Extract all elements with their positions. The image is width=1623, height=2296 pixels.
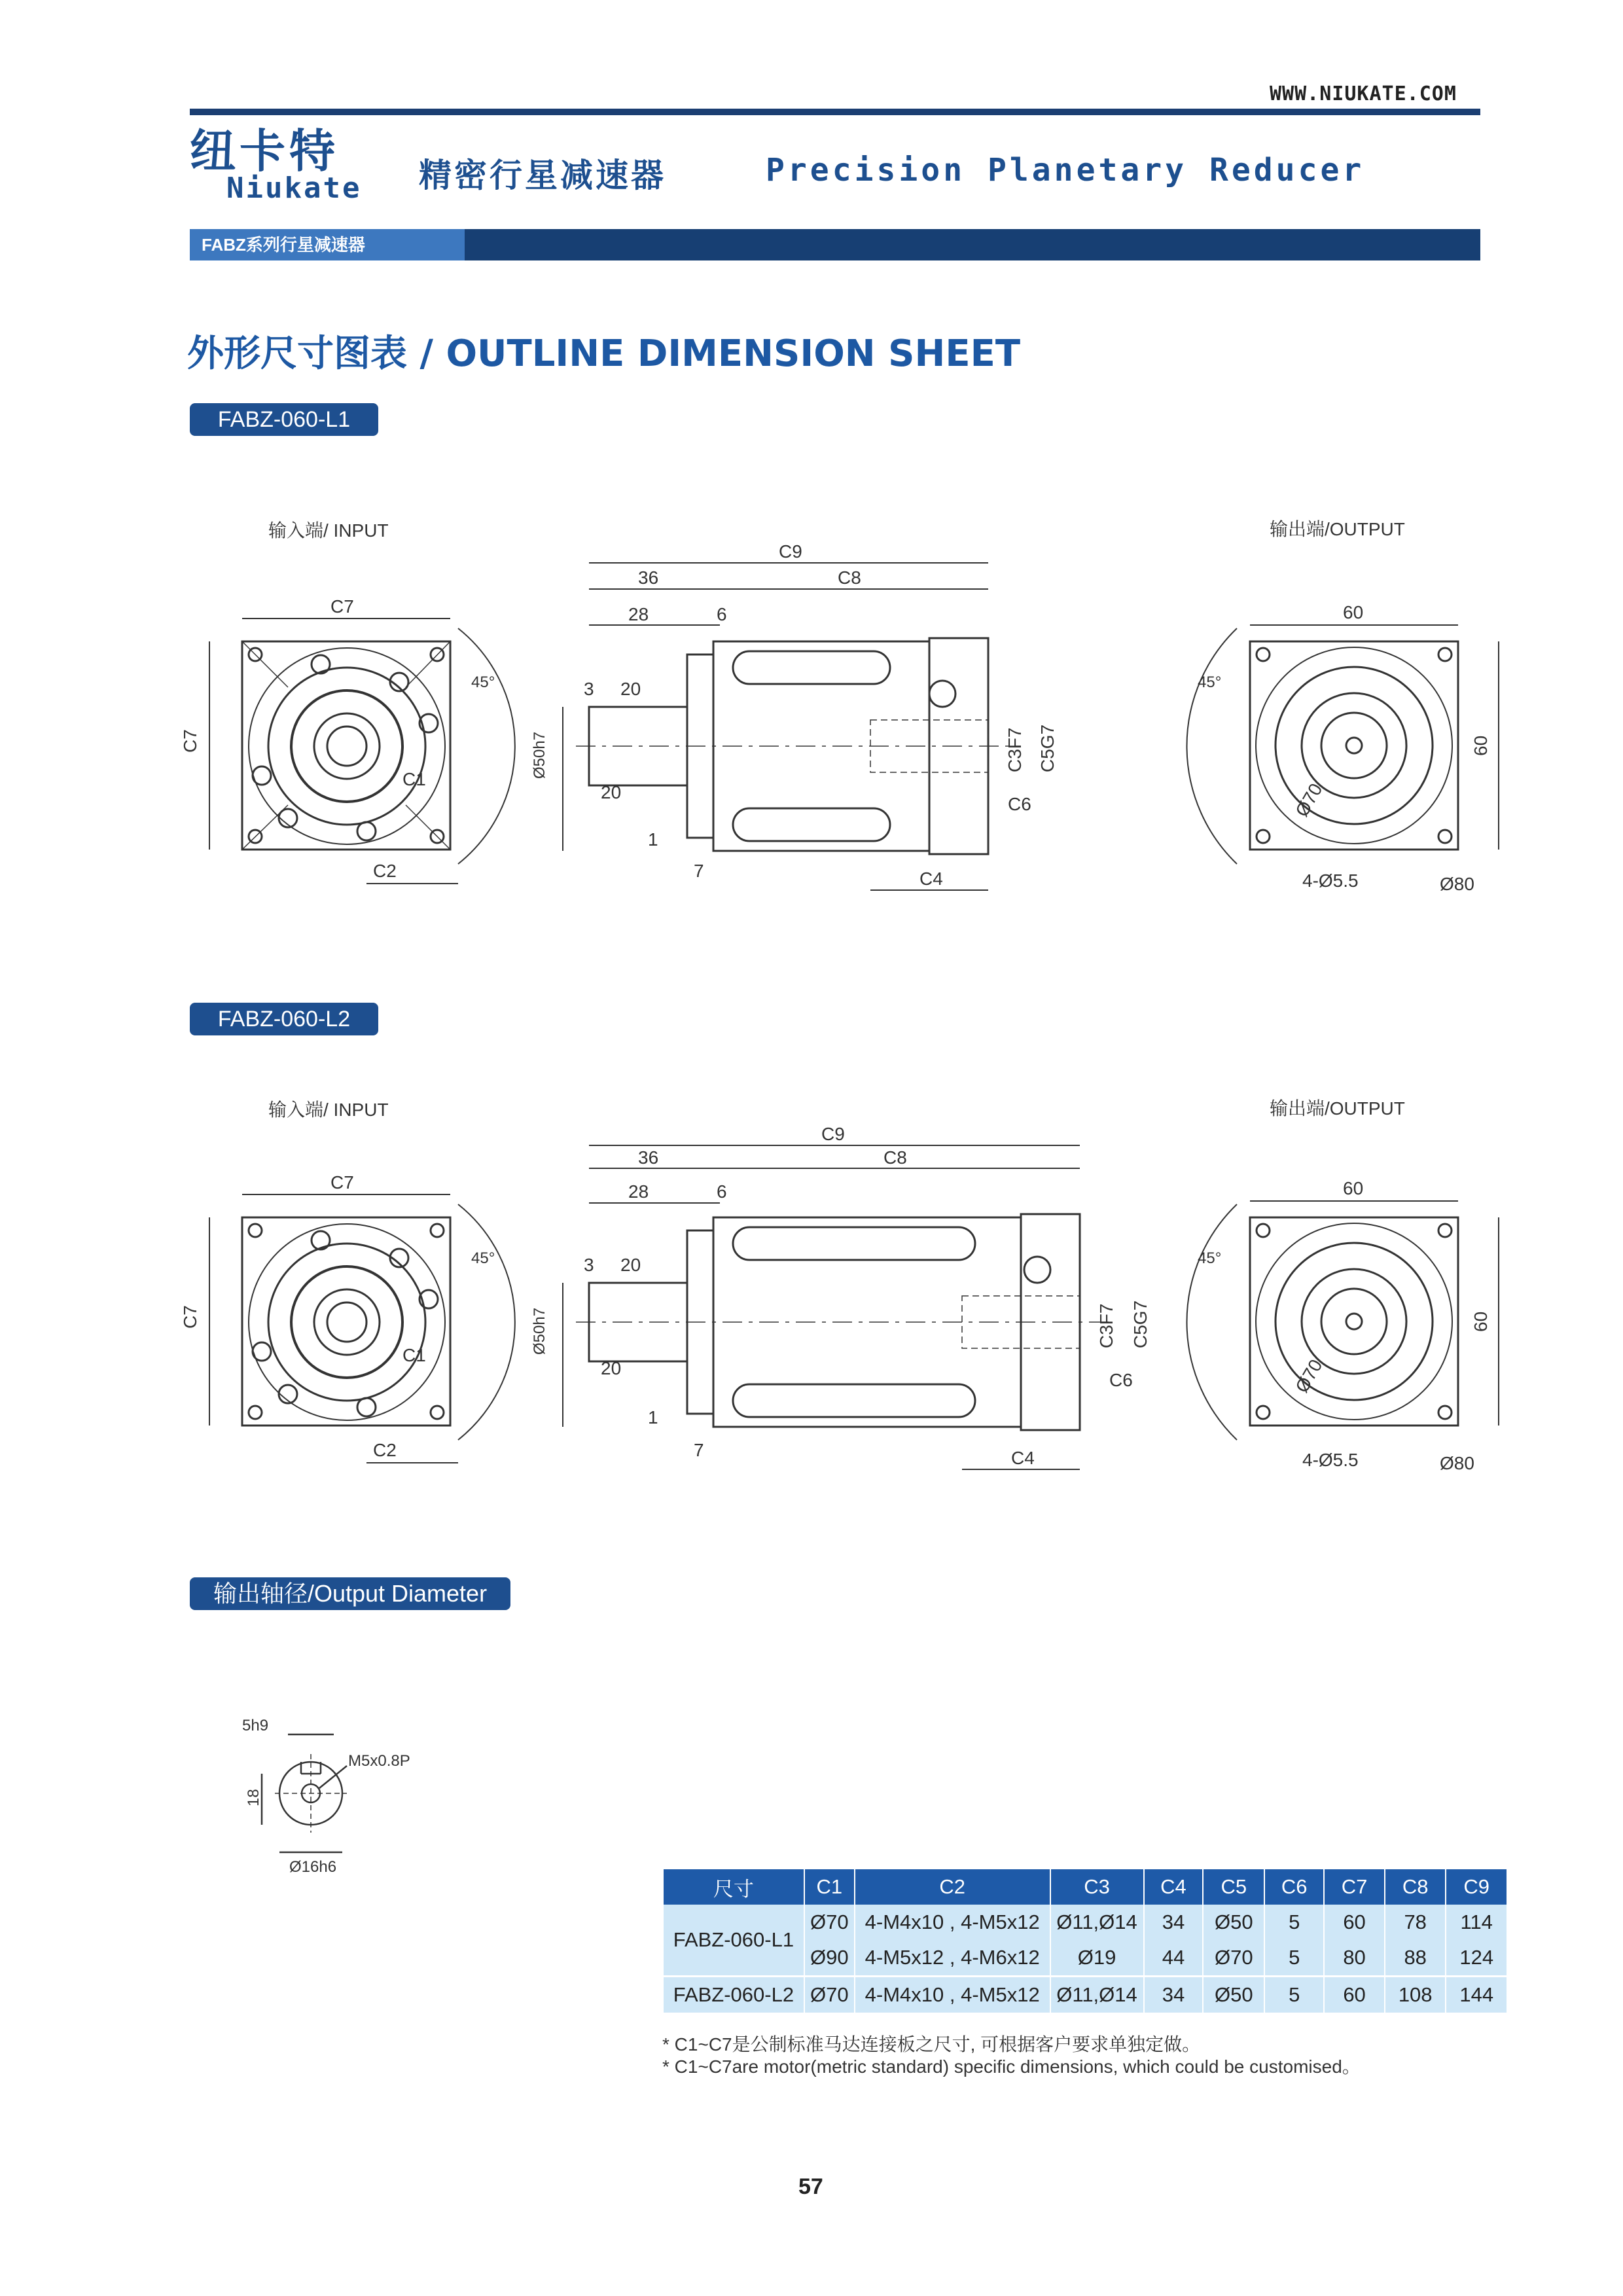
table-cell: Ø19 (1050, 1940, 1144, 1977)
table-row (664, 1905, 1507, 1940)
dim-c5: C5G7 (1037, 724, 1058, 772)
col-header: C6 (1264, 1869, 1324, 1905)
page-number: 57 (798, 2174, 823, 2199)
dim-1: 1 (648, 1407, 658, 1427)
col-header: C7 (1324, 1869, 1385, 1905)
dim-3: 3 (584, 1255, 594, 1275)
table-cell: 4-M4x10 , 4-M5x12 (855, 1977, 1050, 2013)
col-header: C9 (1446, 1869, 1507, 1905)
section-title: 外形尺寸图表 / OUTLINE DIMENSION SHEET (187, 332, 1021, 375)
series-label: FABZ系列行星减速器 (190, 229, 465, 260)
dim-c4: C4 (919, 869, 943, 889)
dim-70: Ø70 (1291, 1355, 1327, 1396)
dim-c6: C6 (1109, 1370, 1133, 1390)
product-title-cn: 精密行星减速器 (419, 156, 666, 194)
angle-45-input: 45° (471, 673, 495, 691)
dim-20a: 20 (620, 1255, 641, 1275)
table-cell: 34 (1144, 1905, 1204, 1940)
shaft-dia: Ø16h6 (289, 1858, 337, 1876)
dim-c6: C6 (1008, 794, 1031, 814)
shaft-key: 5h9 (242, 1717, 269, 1734)
dim-36: 36 (638, 567, 659, 588)
table-cell: Ø50 (1203, 1905, 1264, 1940)
input-flange (242, 1217, 450, 1426)
dim-3: 3 (584, 679, 594, 699)
col-header: C4 (1144, 1869, 1204, 1905)
dim-60-side: 60 (1471, 1311, 1491, 1332)
output-flange (1250, 641, 1458, 850)
dim-50: Ø50h7 (531, 1307, 548, 1355)
dim-7: 7 (694, 861, 704, 881)
table-cell: 80 (1324, 1940, 1385, 1977)
table-cell: 5 (1264, 1977, 1324, 2013)
table-cell: 60 (1324, 1905, 1385, 1940)
dim-c7-top: C7 (330, 596, 354, 617)
table-cell: 144 (1446, 1977, 1507, 2013)
table-cell: 60 (1324, 1977, 1385, 2013)
drawing-l2 (0, 1093, 1623, 1564)
shaft-drawing (236, 1715, 445, 1885)
shaft-height: 18 (245, 1789, 262, 1806)
dim-28: 28 (628, 1181, 649, 1202)
dim-c4: C4 (1011, 1448, 1035, 1468)
table-cell: Ø11,Ø14 (1050, 1905, 1144, 1940)
dim-c7-side: C7 (180, 1305, 200, 1329)
dim-c7-side: C7 (180, 729, 200, 753)
header-rule (190, 109, 1480, 115)
dim-7: 7 (694, 1440, 704, 1460)
dim-holes: 4-Ø5.5 (1302, 870, 1359, 891)
dim-holes: 4-Ø5.5 (1302, 1450, 1359, 1470)
dim-c9: C9 (821, 1124, 845, 1144)
input-label: 输入端/ INPUT (268, 520, 389, 541)
table-cell: Ø70 (804, 1977, 855, 2013)
output-label: 输出端/OUTPUT (1270, 1098, 1405, 1119)
table-cell: Ø90 (804, 1940, 855, 1977)
table-cell: 124 (1446, 1940, 1507, 1977)
spec-table (664, 1869, 1508, 2013)
dim-6: 6 (717, 604, 727, 624)
table-cell: 34 (1144, 1977, 1204, 2013)
note-cn: * C1~C7是公制标准马达连接板之尺寸, 可根据客户要求单独定做。 (662, 2034, 1201, 2054)
dim-20a: 20 (620, 679, 641, 699)
dim-28: 28 (628, 604, 649, 624)
brand-logo-cn: 纽卡特 (190, 124, 339, 178)
dim-36: 36 (638, 1147, 659, 1168)
dim-c3: C3F7 (1005, 727, 1025, 772)
drawing-l1 (0, 497, 1623, 969)
dim-80: Ø80 (1440, 1453, 1474, 1473)
dim-c8: C8 (883, 1147, 907, 1168)
dim-80: Ø80 (1440, 874, 1474, 894)
angle-45-output: 45° (1198, 673, 1222, 691)
col-header: C8 (1385, 1869, 1446, 1905)
output-diameter-badge: 输出轴径/Output Diameter (190, 1577, 510, 1610)
dim-60-top: 60 (1343, 1178, 1364, 1198)
dim-1: 1 (648, 829, 658, 850)
dim-70: Ø70 (1291, 780, 1327, 820)
input-label: 输入端/ INPUT (268, 1100, 389, 1120)
model-badge-l2: FABZ-060-L2 (190, 1003, 378, 1035)
col-header: 尺寸 (664, 1869, 804, 1905)
dim-6: 6 (717, 1181, 727, 1202)
table-header-row (664, 1869, 1507, 1905)
table-cell: 88 (1385, 1940, 1446, 1977)
dim-c1: C1 (402, 769, 426, 789)
dim-c2: C2 (373, 861, 397, 881)
note-en: * C1~C7are motor(metric standard) specific dimensions, which could be customised。 (662, 2056, 1361, 2077)
shaft-thread: M5x0.8P (348, 1752, 410, 1770)
angle-45-input: 45° (471, 1249, 495, 1267)
brand-logo-en: Niukate (226, 171, 362, 205)
table-cell: Ø70 (1203, 1940, 1264, 1977)
model-cell: FABZ-060-L2 (664, 1977, 804, 2013)
table-cell: 44 (1144, 1940, 1204, 1977)
table-cell: 5 (1264, 1940, 1324, 1977)
dim-60-top: 60 (1343, 602, 1364, 622)
output-flange (1250, 1217, 1458, 1426)
table-cell: 4-M5x12 , 4-M6x12 (855, 1940, 1050, 1977)
dim-c9: C9 (779, 541, 802, 562)
model-cell: FABZ-060-L1 (664, 1905, 804, 1977)
table-cell: 4-M4x10 , 4-M5x12 (855, 1905, 1050, 1940)
dim-c3: C3F7 (1096, 1303, 1116, 1348)
table-cell: Ø50 (1203, 1977, 1264, 2013)
website-url: WWW.NIUKATE.COM (1270, 82, 1457, 105)
col-header: C1 (804, 1869, 855, 1905)
dim-c2: C2 (373, 1440, 397, 1460)
dim-c7-top: C7 (330, 1172, 354, 1193)
table-row (664, 1977, 1507, 2013)
output-label: 输出端/OUTPUT (1270, 519, 1405, 539)
col-header: C5 (1203, 1869, 1264, 1905)
model-badge-l1: FABZ-060-L1 (190, 403, 378, 436)
col-header: C3 (1050, 1869, 1144, 1905)
dim-c5: C5G7 (1130, 1300, 1150, 1348)
dim-50: Ø50h7 (531, 731, 548, 779)
table-cell: Ø11,Ø14 (1050, 1977, 1144, 2013)
product-title-en: Precision Planetary Reducer (766, 152, 1365, 188)
table-cell: Ø70 (804, 1905, 855, 1940)
dim-20b: 20 (601, 1358, 622, 1378)
col-header: C2 (855, 1869, 1050, 1905)
dim-c1: C1 (402, 1345, 426, 1365)
table-cell: 114 (1446, 1905, 1507, 1940)
dim-60-side: 60 (1471, 735, 1491, 756)
table-cell: 108 (1385, 1977, 1446, 2013)
dim-20b: 20 (601, 782, 622, 802)
table-cell: 5 (1264, 1905, 1324, 1940)
dim-c8: C8 (838, 567, 861, 588)
table-cell: 78 (1385, 1905, 1446, 1940)
angle-45-output: 45° (1198, 1249, 1222, 1267)
